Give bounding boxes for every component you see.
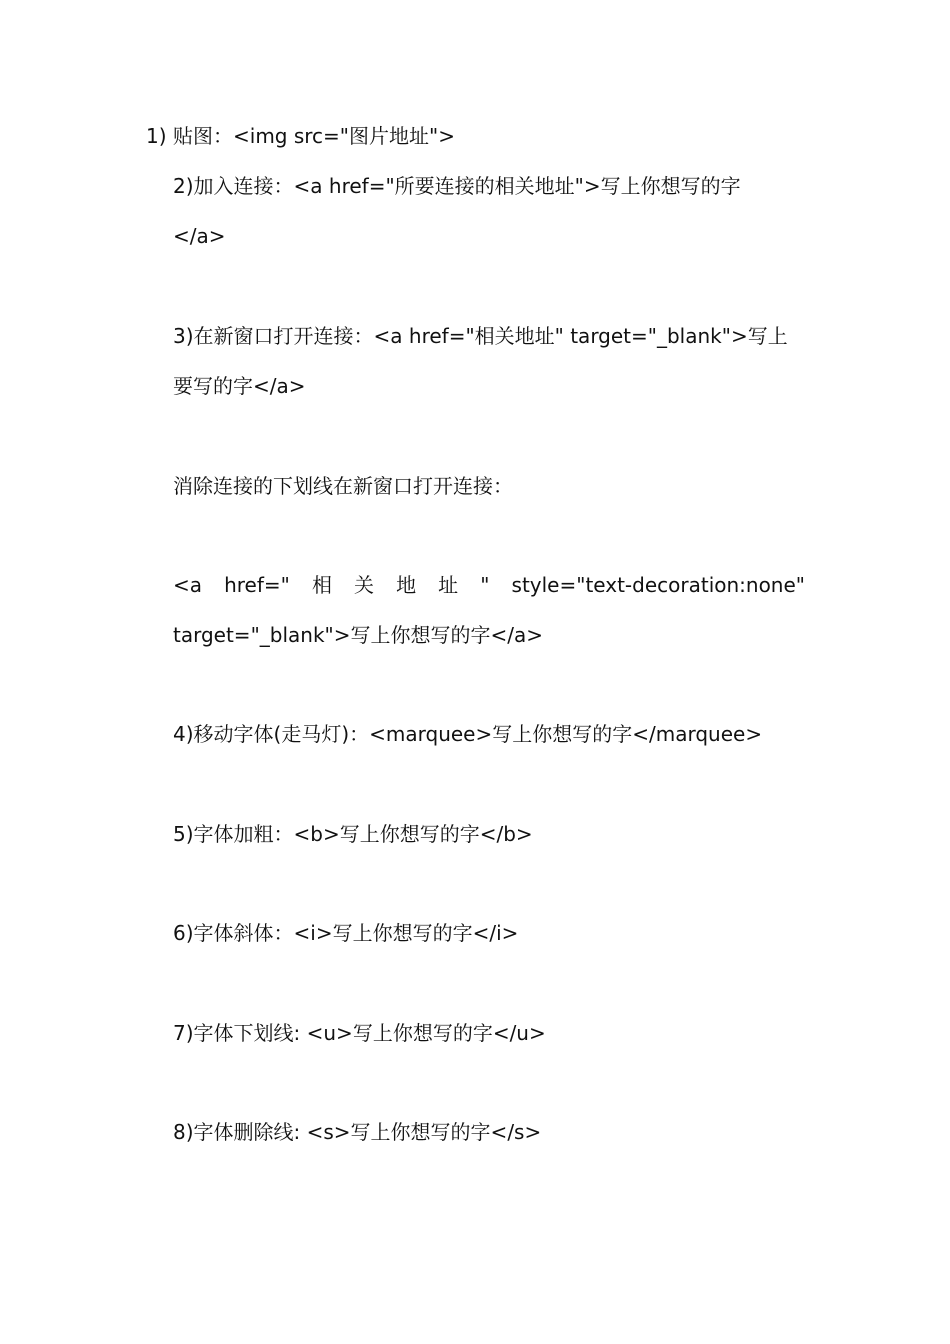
- item-6-italic: 6)字体斜体：<i>写上你想写的字</i>: [173, 921, 519, 945]
- item-8-strikethrough: 8)字体删除线: <s>写上你想写的字</s>: [173, 1120, 542, 1144]
- code-token: 关: [354, 573, 375, 597]
- item-1-image-tag: [146, 122, 455, 150]
- item-2-link-line-2: </a>: [173, 224, 226, 248]
- underline-note-heading: 消除连接的下划线在新窗口打开连接：: [173, 474, 513, 498]
- code-token: <a: [173, 573, 203, 597]
- item-3-new-window-line-1: 3)在新窗口打开连接：<a href="相关地址" target="_blank">写上: [173, 324, 788, 348]
- item-3-new-window-line-2: 要写的字</a>: [173, 374, 306, 398]
- code-token: 相: [311, 573, 332, 597]
- item-2-link-line-1: 2)加入连接：<a href="所要连接的相关地址">写上你想写的字: [173, 174, 741, 198]
- item-7-underline: 7)字体下划线: <u>写上你想写的字</u>: [173, 1021, 546, 1045]
- code-token: 址: [438, 573, 459, 597]
- item-1-text: 贴图：<img src="图片地址">: [173, 124, 455, 148]
- code-token: 地: [396, 573, 417, 597]
- code-token: style="text-decoration:none": [511, 573, 805, 597]
- code-token: href=": [224, 573, 290, 597]
- code-token: ": [480, 573, 490, 597]
- underline-note-code-line-1: [173, 571, 805, 599]
- item-1-number: 1): [146, 124, 167, 148]
- item-5-bold: 5)字体加粗：<b>写上你想写的字</b>: [173, 822, 533, 846]
- underline-note-code-line-2: target="_blank">写上你想写的字</a>: [173, 623, 543, 647]
- item-4-marquee: 4)移动字体(走马灯)：<marquee>写上你想写的字</marquee>: [173, 722, 763, 746]
